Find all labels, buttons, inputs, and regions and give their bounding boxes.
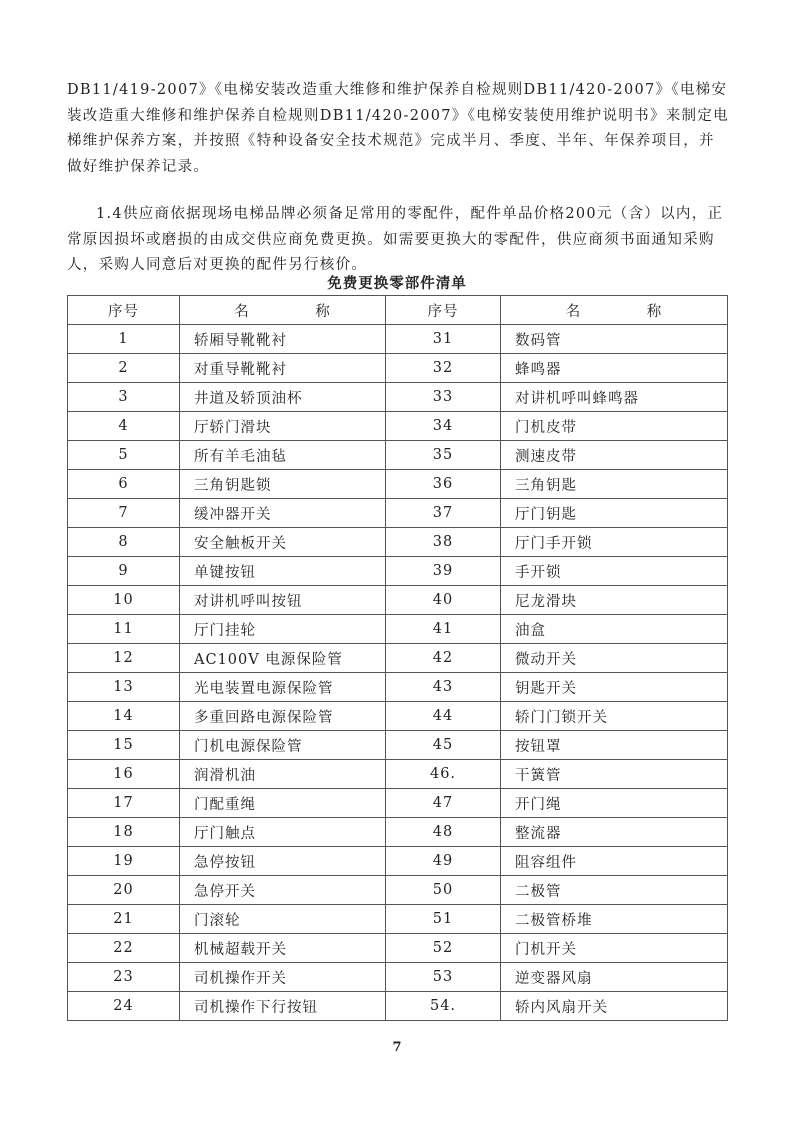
cell-name-right: 三角钥匙 [501, 470, 728, 499]
cell-seq-right: 34 [386, 412, 501, 441]
cell-name-right: 干簧管 [501, 760, 728, 789]
cell-name-right: 轿门门锁开关 [501, 702, 728, 731]
table-row [68, 963, 728, 992]
table-row [68, 412, 728, 441]
cell-name-right: 对讲机呼叫蜂鸣器 [501, 383, 728, 412]
table-row [68, 673, 728, 702]
cell-seq-left: 9 [68, 557, 180, 586]
cell-seq-right: 43 [386, 673, 501, 702]
cell-name-right: 油盒 [501, 615, 728, 644]
table-row [68, 470, 728, 499]
table-row [68, 789, 728, 818]
cell-seq-right: 50 [386, 876, 501, 905]
table-row [68, 702, 728, 731]
cell-name-right: 钥匙开关 [501, 673, 728, 702]
page-number: 7 [392, 1040, 402, 1055]
cell-name-left: 厅门挂轮 [180, 615, 386, 644]
table-header-row [68, 296, 728, 325]
cell-name-left: 司机操作开关 [180, 963, 386, 992]
paragraph-spare-parts: 1.4供应商依据现场电梯品牌必须备足常用的零配件，配件单品价格200元（含）以内，正常原因损坏或磨损的由成交供应商免费更换。如需要更换大的零配件，供应商须书面通知采购人，采购人同意后对更换的配件另行核价。 [67, 206, 724, 273]
cell-name-right: 手开锁 [501, 557, 728, 586]
cell-name-left: 缓冲器开关 [180, 499, 386, 528]
cell-name-left: 安全触板开关 [180, 528, 386, 557]
table-caption: 免费更换零部件清单 [327, 275, 467, 292]
cell-seq-left: 1 [68, 325, 180, 354]
table-row [68, 557, 728, 586]
cell-seq-right: 54. [386, 992, 501, 1021]
cell-seq-right: 32 [386, 354, 501, 383]
paragraph-standards: DB11/419-2007》《电梯安装改造重大维修和维护保养自检规则DB11/420-2007》《电梯安装改造重大维修和维护保养自检规则DB11/420-2007》《电梯安装使用维护说明书》来制定电梯维护保养方案，并按照《特种设备安全技术规范》完成半月、季度、半年、年保养项目，并做好维护保养记录。 [67, 82, 729, 175]
cell-seq-left: 8 [68, 528, 180, 557]
cell-name-right: 数码管 [501, 325, 728, 354]
cell-name-left: 三角钥匙锁 [180, 470, 386, 499]
table-row [68, 499, 728, 528]
cell-name-right: 开门绳 [501, 789, 728, 818]
cell-seq-right: 39 [386, 557, 501, 586]
cell-name-right: 尼龙滑块 [501, 586, 728, 615]
cell-seq-left: 18 [68, 818, 180, 847]
cell-seq-right: 44 [386, 702, 501, 731]
cell-name-left: 所有羊毛油毡 [180, 441, 386, 470]
cell-seq-right: 52 [386, 934, 501, 963]
cell-seq-left: 16 [68, 760, 180, 789]
cell-seq-right: 37 [386, 499, 501, 528]
cell-name-left: 门滚轮 [180, 905, 386, 934]
cell-name-right: 整流器 [501, 818, 728, 847]
cell-name-left: 多重回路电源保险管 [180, 702, 386, 731]
cell-name-right: 轿内风扇开关 [501, 992, 728, 1021]
cell-name-left: 门配重绳 [180, 789, 386, 818]
table-row [68, 876, 728, 905]
cell-seq-left: 3 [68, 383, 180, 412]
cell-name-right: 微动开关 [501, 644, 728, 673]
cell-name-left: 光电装置电源保险管 [180, 673, 386, 702]
cell-seq-left: 5 [68, 441, 180, 470]
cell-seq-right: 31 [386, 325, 501, 354]
cell-seq-left: 14 [68, 702, 180, 731]
cell-seq-left: 12 [68, 644, 180, 673]
cell-seq-right: 49 [386, 847, 501, 876]
cell-seq-right: 47 [386, 789, 501, 818]
cell-seq-right: 42 [386, 644, 501, 673]
header-name-left: 名 称 [180, 296, 386, 325]
header-seq-left: 序号 [68, 296, 180, 325]
cell-seq-left: 23 [68, 963, 180, 992]
cell-name-left: 轿厢导靴靴衬 [180, 325, 386, 354]
table-row [68, 644, 728, 673]
cell-seq-right: 53 [386, 963, 501, 992]
cell-seq-left: 10 [68, 586, 180, 615]
table-row [68, 760, 728, 789]
table-row [68, 934, 728, 963]
cell-seq-left: 13 [68, 673, 180, 702]
header-seq-right: 序号 [386, 296, 501, 325]
cell-name-right: 厅门钥匙 [501, 499, 728, 528]
cell-name-left: 厅门触点 [180, 818, 386, 847]
cell-name-left: 急停按钮 [180, 847, 386, 876]
cell-seq-left: 4 [68, 412, 180, 441]
table-row [68, 905, 728, 934]
parts-table [67, 295, 728, 1021]
cell-seq-left: 19 [68, 847, 180, 876]
cell-seq-left: 15 [68, 731, 180, 760]
cell-name-left: 机械超载开关 [180, 934, 386, 963]
table-row [68, 615, 728, 644]
cell-name-right: 测速皮带 [501, 441, 728, 470]
table-row [68, 325, 728, 354]
cell-seq-left: 20 [68, 876, 180, 905]
cell-name-right: 门机皮带 [501, 412, 728, 441]
cell-seq-left: 11 [68, 615, 180, 644]
table-row [68, 383, 728, 412]
cell-name-right: 门机开关 [501, 934, 728, 963]
cell-seq-right: 48 [386, 818, 501, 847]
cell-seq-left: 6 [68, 470, 180, 499]
table-row [68, 586, 728, 615]
cell-name-left: 对讲机呼叫按钮 [180, 586, 386, 615]
cell-seq-right: 33 [386, 383, 501, 412]
table-row [68, 528, 728, 557]
cell-seq-left: 22 [68, 934, 180, 963]
cell-seq-right: 51 [386, 905, 501, 934]
cell-name-right: 逆变器风扇 [501, 963, 728, 992]
cell-seq-left: 2 [68, 354, 180, 383]
cell-name-left: 对重导靴靴衬 [180, 354, 386, 383]
cell-seq-right: 41 [386, 615, 501, 644]
table-row [68, 847, 728, 876]
table-row [68, 441, 728, 470]
table-row [68, 354, 728, 383]
cell-name-right: 蜂鸣器 [501, 354, 728, 383]
header-name-right: 名 称 [501, 296, 728, 325]
cell-name-left: AC100V 电源保险管 [180, 644, 386, 673]
cell-name-left: 井道及轿顶油杯 [180, 383, 386, 412]
cell-seq-right: 35 [386, 441, 501, 470]
cell-name-right: 二极管桥堆 [501, 905, 728, 934]
cell-name-right: 阻容组件 [501, 847, 728, 876]
cell-name-right: 按钮罩 [501, 731, 728, 760]
cell-seq-right: 46. [386, 760, 501, 789]
cell-name-right: 二极管 [501, 876, 728, 905]
table-row [68, 992, 728, 1021]
cell-seq-right: 45 [386, 731, 501, 760]
cell-seq-left: 21 [68, 905, 180, 934]
table-row [68, 731, 728, 760]
cell-seq-left: 24 [68, 992, 180, 1021]
cell-name-left: 润滑机油 [180, 760, 386, 789]
cell-name-left: 急停开关 [180, 876, 386, 905]
cell-seq-left: 17 [68, 789, 180, 818]
cell-name-left: 门机电源保险管 [180, 731, 386, 760]
cell-seq-right: 36 [386, 470, 501, 499]
cell-name-left: 司机操作下行按钮 [180, 992, 386, 1021]
cell-seq-right: 38 [386, 528, 501, 557]
cell-seq-right: 40 [386, 586, 501, 615]
cell-name-left: 厅轿门滑块 [180, 412, 386, 441]
cell-name-left: 单键按钮 [180, 557, 386, 586]
cell-name-right: 厅门手开锁 [501, 528, 728, 557]
table-row [68, 818, 728, 847]
cell-seq-left: 7 [68, 499, 180, 528]
